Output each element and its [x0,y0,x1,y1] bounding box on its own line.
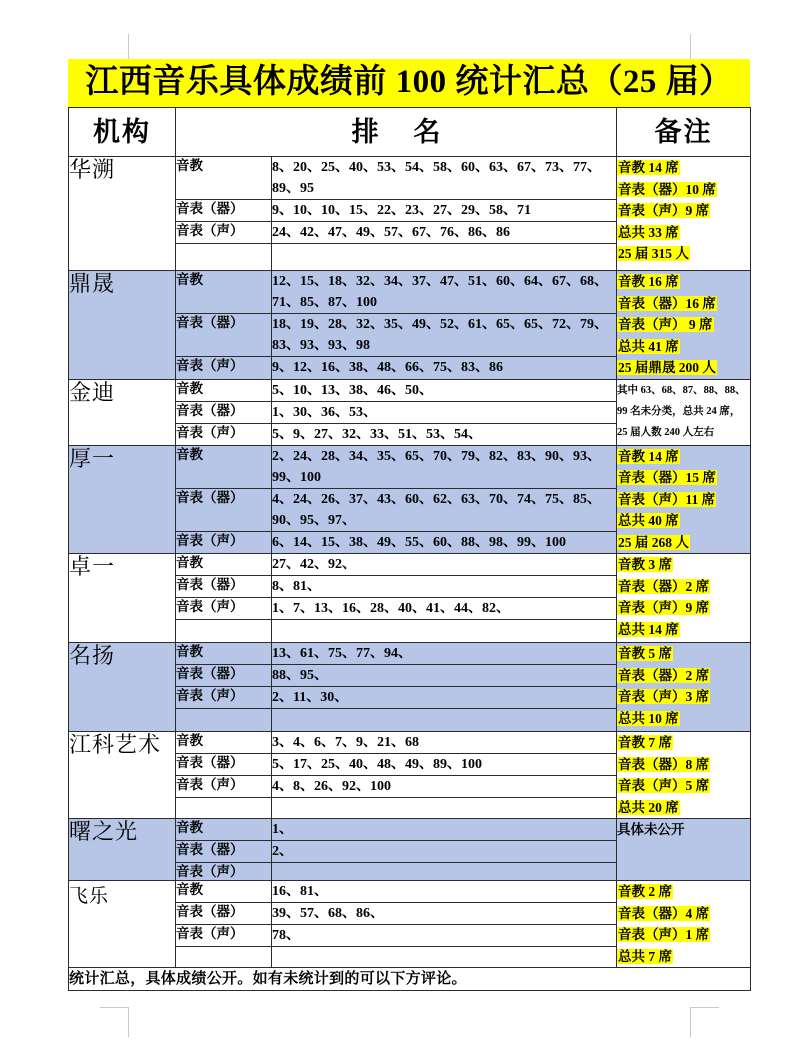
remark-line: 总共 33 席 [618,224,679,240]
table-row [69,271,751,314]
org-name: 华溯 [69,157,176,271]
remark-line: 其中 63、68、87、88、88、 [617,384,746,396]
rank-list-sheng: 2、11、30、 [272,687,617,709]
footer-note: 统计汇总，具体成绩公开。如有未统计到的可以下方评论。 [69,968,751,991]
rank-list-qi: 5、17、25、40、48、49、89、100 [272,754,617,776]
column-header-rank: 排 名 [176,108,617,157]
margin-guide-top-left [128,34,129,60]
spacer-rank [272,620,617,643]
table-row [69,643,751,665]
category-label-qi: 音表（器） [176,401,272,423]
spacer-cat [176,620,272,643]
rank-list-jiaoyu: 2、24、28、34、35、65、70、79、82、83、90、93、99、100 [272,445,617,488]
org-name: 飞乐 [69,881,176,968]
table-footer-row [69,968,751,991]
remark-line: 音教 14 席 [618,160,679,175]
remark-cell [617,271,751,380]
document-title-banner [68,59,750,107]
remark-line: 总共 40 席 [618,513,679,528]
spacer-cat [176,244,272,271]
remark-cell [617,157,751,271]
rank-list-qi: 1、30、36、53、 [272,401,617,423]
spacer-cat [176,798,272,819]
category-label-sheng: 音表（声） [176,598,272,620]
category-label-qi: 音表（器） [176,841,272,863]
rank-list-jiaoyu: 3、4、6、7、9、21、68 [272,732,617,754]
spacer-rank [272,798,617,819]
remark-line: 音教 5 席 [618,646,672,661]
category-label-sheng: 音表（声） [176,531,272,553]
org-name: 曙之光 [69,819,176,881]
rank-list-qi: 8、81、 [272,576,617,598]
remark-line: 音教 7 席 [618,735,672,750]
remark-line: 总共 41 席 [618,338,679,354]
category-label-jiaoyu: 音教 [176,819,272,841]
rank-list-jiaoyu: 12、15、18、32、34、37、47、51、60、64、67、68、71、85、87、100 [272,271,617,314]
category-label-qi: 音表（器） [176,754,272,776]
remark-line: 音表（声） 9 席 [618,317,713,332]
remark-line: 音教 2 席 [618,884,672,899]
category-label-sheng: 音表（声） [176,222,272,244]
crop-mark-bottom-right [690,1007,719,1008]
spacer-rank [272,709,617,732]
rank-list-qi: 88、95、 [272,665,617,687]
spacer-rank [272,244,617,271]
rank-list-jiaoyu: 13、61、75、77、94、 [272,643,617,665]
rank-list-qi: 2、 [272,841,617,863]
document-sheet [68,59,750,991]
rank-list-jiaoyu: 16、81、 [272,881,617,903]
remark-line: 音表（声）9 席 [618,600,710,615]
remark-line: 音表（器）2 席 [618,578,710,594]
results-table [68,107,751,991]
category-label-sheng: 音表（声） [176,925,272,947]
table-header-row [69,108,751,157]
remark-line: 25 届 268 人 [618,534,689,550]
remark-line: 音表（声）3 席 [618,689,710,704]
remark-cell [617,445,751,554]
remark-cell [617,379,751,445]
category-label-jiaoyu: 音教 [176,554,272,576]
rank-list-jiaoyu: 27、42、92、 [272,554,617,576]
remark-line: 音教 3 席 [618,557,672,572]
remark-cell [617,554,751,643]
column-header-org: 机构 [69,108,176,157]
category-label-jiaoyu: 音教 [176,445,272,488]
remark-line: 总共 7 席 [618,948,672,964]
table-row [69,445,751,488]
spacer-cat [176,947,272,968]
remark-line: 音表（器）10 席 [618,181,716,197]
table-row [69,379,751,401]
rank-list-sheng: 9、12、16、38、48、66、75、83、86 [272,357,617,379]
org-name: 金迪 [69,379,176,445]
remark-line: 音表（器）4 席 [618,905,710,921]
remark-line: 音教 14 席 [618,448,679,464]
category-label-jiaoyu: 音教 [176,643,272,665]
rank-list-qi: 18、19、28、32、35、49、52、61、65、65、72、79、83、93、93、98 [272,314,617,357]
rank-list-qi: 9、10、10、15、22、23、27、29、58、71 [272,200,617,222]
rank-list-qi: 4、24、26、37、43、60、62、63、70、74、75、85、90、95、97、 [272,488,617,531]
category-label-sheng: 音表（声） [176,423,272,445]
category-label-qi: 音表（器） [176,488,272,531]
remark-line: 音表（器）2 席 [618,667,710,683]
category-label-jiaoyu: 音教 [176,881,272,903]
category-label-jiaoyu: 音教 [176,157,272,200]
remark-line: 音表（器）15 席 [618,470,716,485]
table-row [69,881,751,903]
org-name: 鼎晟 [69,271,176,380]
margin-guide-bottom-right [690,1007,691,1037]
remark-line: 音表（声）9 席 [618,203,710,218]
margin-guide-bottom-left [128,1007,129,1037]
remark-cell [617,732,751,819]
rank-list-jiaoyu: 1、 [272,819,617,841]
rank-list-jiaoyu: 5、10、13、38、46、50、 [272,379,617,401]
table-row [69,157,751,200]
remark-line: 总共 14 席 [618,621,679,637]
table-row [69,554,751,576]
rank-list-sheng: 5、9、27、32、33、51、53、54、 [272,423,617,445]
rank-list-qi: 39、57、68、86、 [272,903,617,925]
org-name: 卓一 [69,554,176,643]
org-name: 厚一 [69,445,176,554]
remark-line: 音表（器）8 席 [618,756,710,772]
category-label-qi: 音表（器） [176,314,272,357]
remark-line: 音表（声）1 席 [618,927,710,942]
table-row [69,732,751,754]
spacer-cat [176,709,272,732]
margin-guide-top-right [690,34,691,60]
rank-list-sheng: 1、7、13、16、28、40、41、44、82、 [272,598,617,620]
remark-cell [617,819,751,881]
spacer-rank [272,947,617,968]
table-row [69,819,751,841]
rank-list-sheng: 78、 [272,925,617,947]
category-label-jiaoyu: 音教 [176,271,272,314]
remark-cell [617,881,751,968]
remark-line: 25 届人数 240 人左右 [617,426,715,438]
remark-line: 25 届鼎晟 200 人 [618,360,716,375]
remark-line: 99 名未分类，总共 24 席， [617,405,741,417]
crop-mark-bottom-left [100,1007,129,1008]
category-label-sheng: 音表（声） [176,357,272,379]
rank-list-sheng: 4、8、26、92、100 [272,776,617,798]
category-label-qi: 音表（器） [176,200,272,222]
rank-list-jiaoyu: 8、20、25、40、53、54、58、60、63、67、73、77、89、95 [272,157,617,200]
category-label-sheng: 音表（声） [176,776,272,798]
category-label-sheng: 音表（声） [176,863,272,881]
category-label-jiaoyu: 音教 [176,732,272,754]
rank-list-sheng: 24、42、47、49、57、67、76、86、86 [272,222,617,244]
remark-line: 25 届 315 人 [618,246,689,261]
remark-line: 具体未公开 [617,822,685,837]
remark-line: 音表（声）11 席 [618,491,716,507]
category-label-sheng: 音表（声） [176,687,272,709]
remark-line: 音教 16 席 [618,274,679,289]
category-label-qi: 音表（器） [176,576,272,598]
remark-cell [617,643,751,732]
org-name: 名扬 [69,643,176,732]
remark-line: 音表（声）5 席 [618,778,710,793]
category-label-qi: 音表（器） [176,903,272,925]
remark-line: 音表（器）16 席 [618,295,716,311]
page-title: 江西音乐具体成绩前 100 统计汇总（25 届） [85,64,733,100]
column-header-note: 备注 [617,108,751,157]
rank-list-sheng: 6、14、15、38、49、55、60、88、98、99、100 [272,531,617,553]
remark-line: 总共 20 席 [618,799,679,815]
remark-line: 总共 10 席 [618,710,679,726]
rank-list-sheng [272,863,617,881]
category-label-jiaoyu: 音教 [176,379,272,401]
category-label-qi: 音表（器） [176,665,272,687]
org-name: 江科艺术 [69,732,176,819]
table-body [69,108,751,991]
